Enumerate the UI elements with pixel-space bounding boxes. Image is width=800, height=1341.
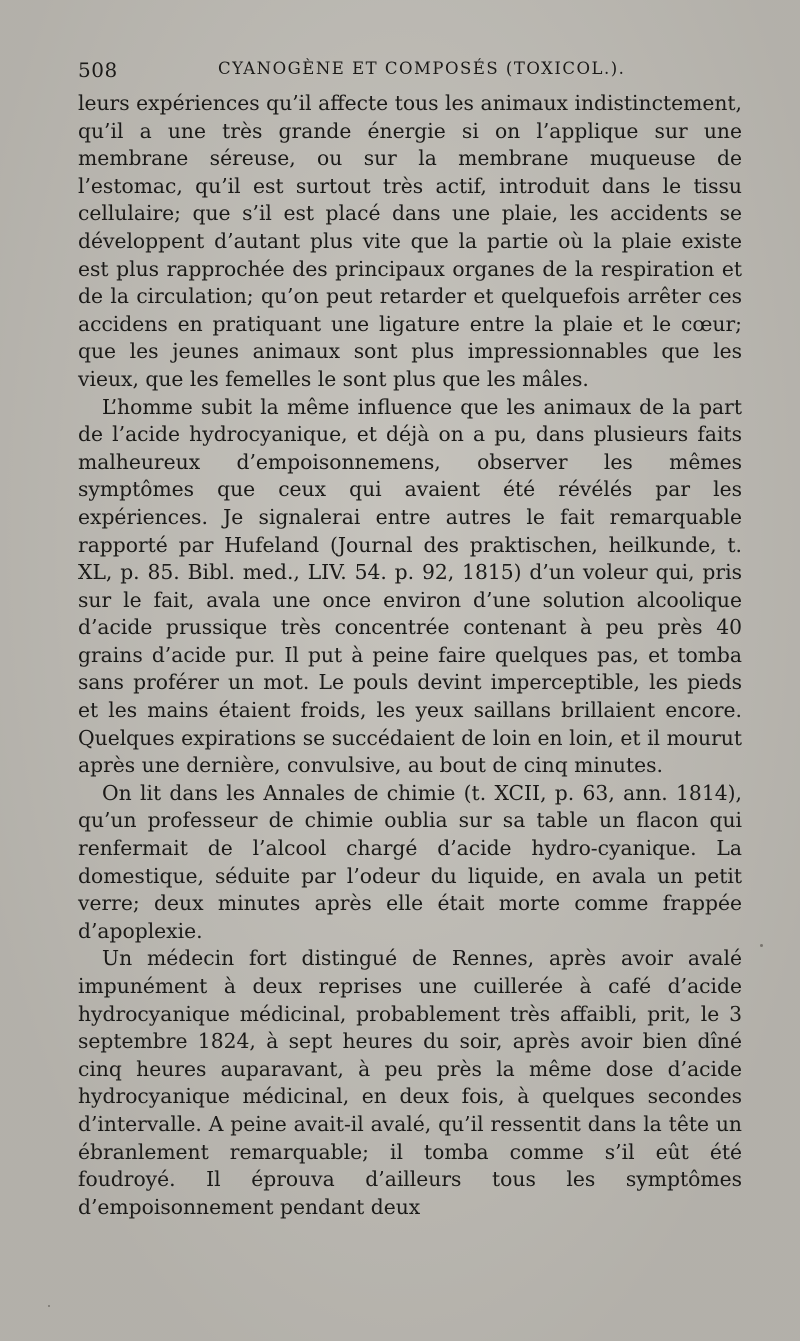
paper-speck [48,1305,50,1307]
page-header [78,58,744,88]
running-title: CYANOGÈNE ET COMPOSÉS (TOXICOL.). [218,59,626,78]
paragraph-rennes-physician: Un médecin fort distingué de Rennes, après avoir avalé impunément à deux reprises une cuillerée à café d’acide hydrocyanique médicinal, probablement très affaibli, prit, le 3 septembre 1824, à sept heures du soir, après avoir bien dîné cinq heures auparavant, à peu près la même dose d’acide hydrocyanique médicinal, en deux fois, à quelques secondes d’intervalle. A peine avait-il avalé, qu’il ressentit dans la tête un ébranlement remarquable; il tomba comme s’il eût été foudroyé. Il éprouva d’ailleurs tous les symptômes d’empoisonnement pendant deux [78,946,742,1219]
paper-speck [760,944,763,947]
body-text [78,90,742,1221]
paragraph-human-poisoning: L’homme subit la même influence que les animaux de la part de l’acide hydrocyanique, et déjà on a pu, dans plusieurs faits malheureux d’empoisonnemens, observer les mêmes symptômes que ceux qui avaient été révélés par les expériences. Je signalerai entre autres le fait remarquable rapporté par Hufeland (Journal des praktischen, heilkunde, t. XL, p. 85. Bibl. med., LIV. 54. p. 92, 1815) d’un voleur qui, pris sur le fait, avala une once environ d’une solution alcoolique d’acide prussique très concentrée contenant à peu près 40 grains d’acide pur. Il put à peine faire quelques pas, et tomba sans proférer un mot. Le pouls devint imperceptible, les pieds et les mains étaient froids, les yeux saillans brillaient encore. Quelques expirations se succédaient de loin en loin, et il mourut après une dernière, convulsive, au bout de cinq minutes. [78,394,742,778]
paragraph-continuation: leurs expériences qu’il affecte tous les animaux indistinctement, qu’il a une très grande énergie si on l’applique sur une membrane séreuse, ou sur la membrane muqueuse de l’estomac, qu’il est surtout très actif, introduit dans le tissu cellulaire; que s’il est placé dans une plaie, les accidents se développent d’autant plus vite que la partie où la plaie existe est plus rapprochée des principaux organes de la respiration et de la circulation; qu’on peut retarder et quelquefois arrêter ces accidens en pratiquant une ligature entre la plaie et le cœur; que les jeunes animaux sont plus impressionnables que les vieux, que les femelles le sont plus que les mâles. [78,91,742,391]
paragraph-annales-de-chimie: On lit dans les Annales de chimie (t. XCII, p. 63, ann. 1814), qu’un professeur de chimie oublia sur sa table un flacon qui renfermait de l’alcool chargé d’acide hydro-cyanique. La domestique, séduite par l’odeur du liquide, en avala un petit verre; deux minutes après elle était morte comme frappée d’apoplexie. [78,780,742,943]
page-number: 508 [78,58,118,82]
